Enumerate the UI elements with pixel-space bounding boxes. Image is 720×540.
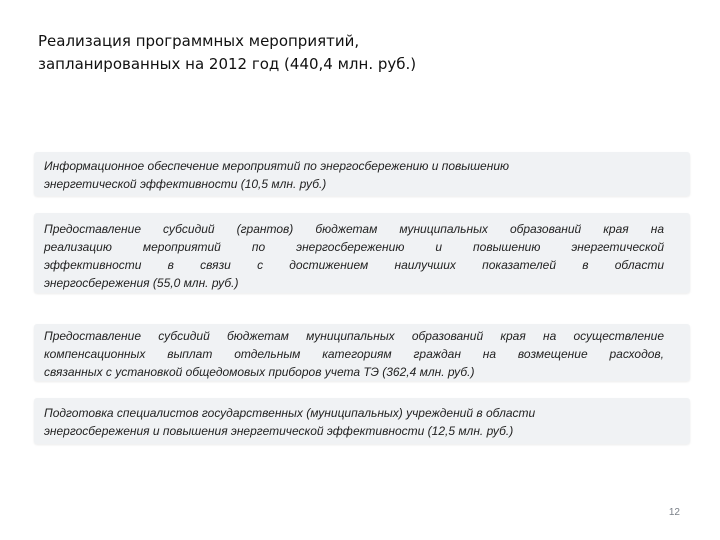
measure-text-line: реализацию мероприятий по энергосбережению и повышению энергетической	[44, 240, 664, 254]
measure-text-line: связанных с установкой общедомовых приборов учета ТЭ (362,4 млн. руб.)	[44, 365, 475, 379]
measure-text-line: Предоставление субсидий бюджетам муниципальных образований края на осуществление	[44, 329, 664, 343]
slide-title	[38, 30, 598, 76]
measure-text-line: эффективности в связи с достижением наилучших показателей в области	[44, 258, 664, 272]
measure-item-information	[34, 152, 690, 196]
measure-text-line: энергосбережения и повышения энергетической эффективности (12,5 млн. руб.)	[44, 424, 514, 438]
measure-text-line: энергетической эффективности (10,5 млн. руб.)	[44, 177, 327, 191]
measure-item-training	[34, 398, 690, 444]
slide-title-line: запланированных на 2012 год (440,4 млн. руб.)	[38, 55, 417, 73]
measure-text-line: Предоставление субсидий (грантов) бюджетам муниципальных образований края на	[44, 222, 664, 236]
measure-text-line: компенсационных выплат отдельным категориям граждан на возмещение расходов,	[44, 347, 664, 361]
measure-text-line: Информационное обеспечение мероприятий по энергосбережению и повышению	[44, 159, 510, 173]
measure-text-line: энергосбережения (55,0 млн. руб.)	[44, 276, 239, 290]
measure-item-grants	[34, 213, 690, 293]
slide-title-line: Реализация программных мероприятий,	[38, 32, 360, 50]
measure-text-line: Подготовка специалистов государственных (муниципальных) учреждений в области	[44, 406, 536, 420]
page-number: 12	[668, 507, 680, 518]
measure-item-compensation	[34, 324, 690, 381]
